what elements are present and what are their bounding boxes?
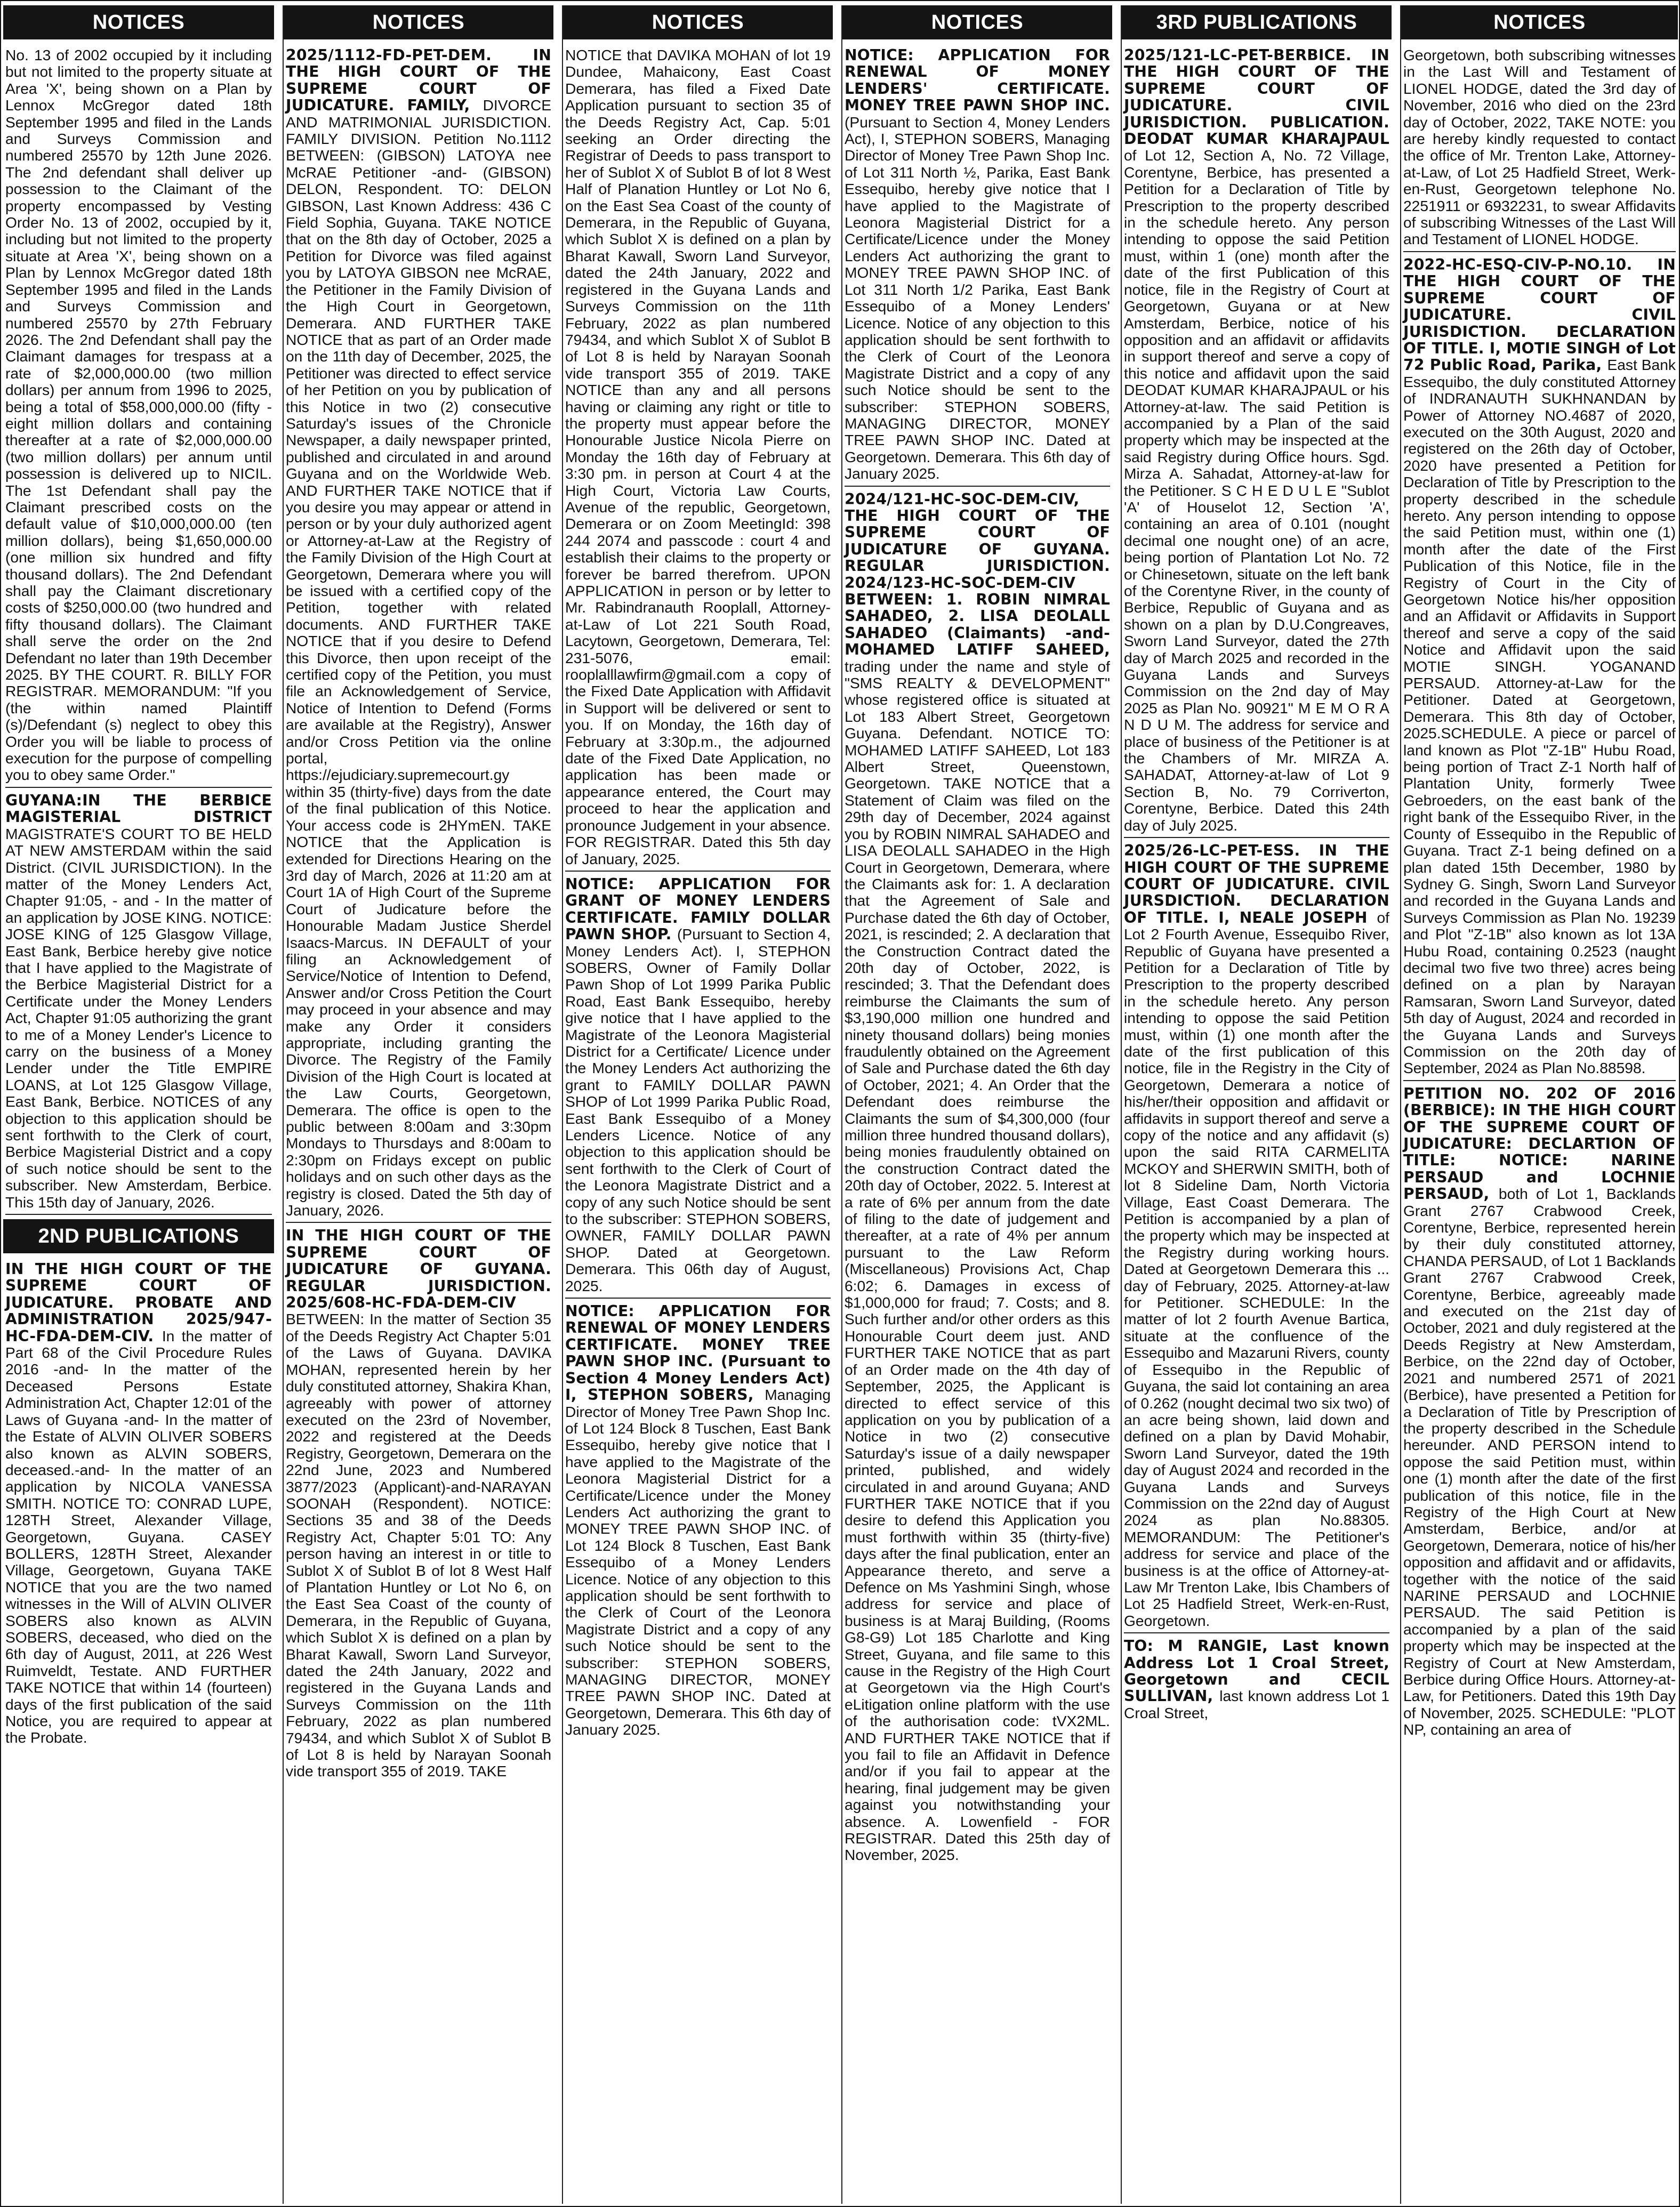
notice (565, 47, 831, 872)
notice-heading: NOTICE: APPLICATION FOR RENEWAL OF MONEY LENDERS' CERTIFICATE. MONEY TREE PAWN SHOP INC. (845, 46, 1110, 115)
notice-body: both of Lot 1, Backlands Grant 2767 Crabwood Creek, Corentyne, Berbice, represented herein by their duly constituted attorney, CHANDA PERSAUD, of Lot 1 Backlands Grant 2767 Crabwood Creek, Corentyne, Berbice, agreeably made and executed on the 21st day of October, 2021 and duly registered at the Deeds Registry at New Amsterdam, Berbice, on the 22nd day of October, 2021 and numbered 2571 of 2021 (Berbice), have presented a Petition for a Declaration of Title by Prescription of the property described in the Schedule hereunder. AND PERSON intend to oppose the said Petition must, within one (1) month after the date of the first publication of this notice, file in the Registry of the High Court at New Amsterdam, Berbice, and/or at Georgetown, Demerara, notice of his/her opposition and affidavit and or affidavits, together with the notice of the said NARINE PERSAUD and LOCHNIE PERSAUD. The said Petition is accompanied by a plan of the said property which may be inspected at the Registry of Court at New Amsterdam, Berbice during Office Hours. Attorney-at-Law, for Petitioners. Dated this 19th Day of November, 2025. SCHEDULE: "PLOT NP, containing an area of (1403, 1185, 1676, 1738)
notice-body: NOTICE that DAVIKA MOHAN of lot 19 Dundee, Mahaicony, East Coast Demerara, has filed a Fixed Date Application pursuant to section 35 of the Deeds Registry Act, Cap. 5:01 seeking an Order directing the Registrar of Deeds to pass transport to her of Sublot X of Sublot B of lot 8 West Half of Planation Huntley or Lot No 6, on the East Sea Coast of the county of Demerara, in the Republic of Guyana, which Sublot X is defined on a plan by Bharat Kawall, Sworn Land Surveyor, dated the 24th January, 2022 and registered in the Guyana Lands and Surveys Commission on the 11th February, 2022 as plan numbered 79434, and which Sublot X of Sublot B of Lot 8 is held by Narayan Soonah vide transport 355 of 2019. TAKE NOTICE than any and all persons having or claiming any right or title to the property must appear before the Honourable Justice Nicola Pierre on Monday the 16th day of February at 3:30 pm. in person at Court 4 at the High Court, Victoria Law Courts, Avenue of the republic, Georgetown, Demerara or on Zoom MeetingId: 398 244 2074 and passcode : court 4 and establish their claims to the property or forever be barred therefrom. UPON APPLICATION in person or by letter to Mr. Rabindranauth Rooplall, Attorney-at-Law of Lot 221 South Road, Lacytown, Georgetown, Demerara, Tel: 231-5076, email: rooplalllawfirm@gmail.com a copy of the Fixed Date Application with Affidavit in Support will be delivered or sent to you. If on Monday, the 16th day of February at 3:30p.m., the adjourned date of the Fixed Date Application, no application has been made or appearance entered, the Court may proceed to hear the application and pronounce Judgement in your absence. FOR REGISTRAR. Dated this 5th day of January, 2025. (565, 46, 831, 867)
notice-body: (Pursuant to Section 4, Money Lenders Act), I, STEPHON SOBERS, Managing Director of Money Tree Pawn Shop Inc. of Lot 311 North ½, Parika, East Bank Essequibo, hereby give notice that I have applied to the Magistrate of Leonora Magisterial District for a Certificate/Licence under the Money Lenders Act authorizing the grant to MONEY TREE PAWN SHOP INC. of Lot 311 North 1/2 Parika, East Bank Essequibo of a Money Lenders' Licence. Notice of any objection to this application should be sent forthwith to the Clerk of Court of the Leonora Magistrate District and a copy of any such Notice should be sent to the subscriber: STEPHON SOBERS, MANAGING DIRECTOR, MONEY TREE PAWN SHOP INC. Dated at Georgetown. Demerara. This 6th day of January 2025. (845, 113, 1110, 482)
section-header: 2ND PUBLICATIONS (3, 1219, 274, 1253)
notice-heading: NOTICE: APPLICATION FOR GRANT OF MONEY LENDERS CERTIFICATE. FAMILY DOLLAR PAWN SHOP. (565, 875, 831, 944)
notice (1124, 47, 1389, 838)
notice-heading: 2024/121-HC-SOC-DEM-CIV, THE HIGH COURT OF THE SUPREME COURT OF JUDICATURE OF GUYANA. REGULAR JURISDICTION. 2024/123-HC-SOC-DEM-CIV BETWEEN: 1. ROBIN NIMRAL SAHADEO, 2. LISA DEOLALL SAHADEO (Claimants) -and- MOHAMED LATIFF SAHEED, (845, 490, 1110, 659)
section-header: NOTICES (3, 5, 274, 39)
notice-heading: 2022-HC-ESQ-CIV-P-NO.10. IN THE HIGH COURT OF THE SUPREME COURT OF JUDICATURE. CIVIL JURISDICTION. DECLARATION OF TITLE. I, MOTIE SINGH of Lot 72 Public Road, Parika, (1403, 255, 1676, 374)
section-header: NOTICES (842, 5, 1112, 39)
notice (1403, 47, 1676, 252)
notice-body: of Lot 12, Section A, No. 72 Village, Corentyne, Berbice, has presented a Petition for a Declaration of Title by Prescription to the property described in the schedule hereto. Any person intending to oppose the said Petition must, within 1 (one) month after the date of the first Publication of this notice, file in the Registry of Court at Georgetown, Guyana or at New Amsterdam, Berbice, notice of his opposition and an affidavit or affidavits in support thereof and serve a copy of this notice and affidavit upon the said DEODAT KUMAR KHARAJPAUL or his Attorney-at-law. The said Petition is accompanied by a Plan of the said property which may be inspected at the said Registry during Office hours. Sgd. Mirza A. Sahadat, Attorney-at-law for the Petitioner. S C H E D U L E "Sublot 'A' of Houselot 12, Section 'A', containing an area of 0.101 (nought decimal one nought one) of an acre, being portion of Plantation Lot No. 72 or Chinesetown, situate on the left bank of the Corentyne River, in the county of Berbice, Republic of Guyana and as shown on a plan by D.U.Congreaves, Sworn Land Surveyor, dated the 27th day of March 2025 and recorded in the Guyana Lands and Surveys Commission on the 2nd day of May 2025 as Plan No. 90921" M E M O R A N D U M. The address for service and place of business of the Petitioner is at the Chambers of Mr. MIRZA A. SAHADAT, Attorney-at-law of Lot 9 Section B, No. 79 Corriverton, Corentyne, Berbice. Dated this 24th day of July 2025. (1124, 147, 1389, 834)
notice (565, 1303, 831, 1742)
notice-body: of Lot 2 Fourth Avenue, Essequibo River, Republic of Guyana have presented a Petition for a Declaration of Title by Prescription to the property described in the schedule hereto. Any person intending to oppose the said Petition must, within (1) one month after the date of the first publication of this notice, file in the Registry in the City of Georgetown, Demerara a notice of his/her/their opposition and affidavit or affidavits in support thereof and serve a copy of the notice and any affidavit (s) upon the said RITA CARMELITA MCKOY and SHERWIN SMITH, both of lot 8 Sideline Dam, North Victoria Village, East Coast Demerara. The Petition is accompanied by a plan of the property which may be inspected at the Registry during working hours. Dated at Georgetown Demerara this ... day of February, 2025. Attorney-at-law for Petitioner. SCHEDULE: In the matter of lot 2 fourth Avenue Bartica, situate at the confluence of the Essequibo and Mazaruni Rivers, county of Essequibo in the Republic of Guyana, the said lot containing an area of 0.262 (nought decimal two six two) of an acre being shown, laid down and defined on a plan by David Mohabir, Sworn Land Surveyor, dated the 19th day of August 2024 and recorded in the Guyana Lands and Surveys Commission on the 22nd day of August 2024 as plan No.88305. MEMORANDUM: The Petitioner's address for service and place of the business is at the office of Attorney-at-Law Mr Trenton Lake, Ibis Chambers of Lot 25 Hadfield Street, Werk-en-Rust, Georgetown. (1124, 908, 1389, 1629)
column-3 (562, 5, 833, 2204)
section-header: NOTICES (563, 5, 833, 39)
notice-heading: IN THE HIGH COURT OF THE SUPREME COURT OF JUDICATURE. PROBATE AND ADMINISTRATION 2025/947-HC-FDA-DEM-CIV. (5, 1260, 272, 1345)
column-5 (1121, 5, 1392, 2204)
notice-body: MAGISTRATE'S COURT TO BE HELD AT NEW AMSTERDAM within the said District. (CIVIL JURISDICTION). In the matter of the Money Lenders Act, Chapter 91:05, - and - In the matter of an application by JOSE KING. NOTICE: JOSE KING of 125 Glasgow Village, East Bank, Berbice hereby give notice that I have applied to the Magistrate of the Berbice Magisterial District for a Certificate under the Money Lenders Act, Chapter 91:05 authorizing the grant to me of a Money Lender's Licence to carry on the business of a Money Lender under the Title EMPIRE LOANS, at Lot 125 Glasgow Village, East Bank, Berbice. NOTICES of any objection to this application should be sent forthwith to the Clerk of court, Berbice Magisterial District and a copy of such notice should be sent to the subscriber. New Amsterdam, Berbice. This 15th day of January, 2026. (5, 825, 272, 1211)
notice (5, 1261, 272, 1750)
section-header: NOTICES (284, 5, 553, 39)
notice (1124, 842, 1389, 1633)
notice-body: DIVORCE AND MATRIMONIAL JURISDICTION. FAMILY DIVISION. Petition No.1112 BETWEEN: (GIBSON) LATOYA nee McRAE Petitioner -and- (GIBSON) DELON, Respondent. TO: DELON GIBSON, Last Known Address: 436 C Field Sophia, Guyana. TAKE NOTICE that on the 8th day of October, 2025 a Petition for Divorce was filed against you by LATOYA GIBSON nee McRAE, the Petitioner in the Family Division of the High Court in Georgetown, Demerara. AND FURTHER TAKE NOTICE that as part of an Order made on the 11th day of December, 2025, the Petitioner was directed to effect service of her Petition on you by publication of this Notice in two (2) consecutive Saturday's issues of the Chronicle Newspaper, a daily newspaper printed, published and circulated in and around Guyana and on the Worldwide Web. AND FURTHER TAKE NOTICE that if you desire you may appear or attend in person or by your duly authorized agent or Attorney-at-Law at the Registry of the Family Division of the High Court at Georgetown, Demerara where you will be issued with a certified copy of the Petition, together with related documents. AND FURTHER TAKE NOTICE that if you desire to Defend this Divorce, then upon receipt of the certified copy of the Petition, you must file an Acknowledgement of Service, Notice of Intention to Defend (Forms are available at the Registry), Answer and/or Cross Petition via the online portal, https://ejudiciary.supremecourt.gy within 35 (thirty-five) days from the date of the final publication of this Notice. Your access code is 2HYmEN. TAKE NOTICE that the Application is extended for Directions Hearing on the 3rd day of March, 2026 at 11:20 am at Court 1A of High Court of the Supreme Court of Judicature before the Honourable Madam Justice Sherdel Isaacs-Marcus. IN DEFAULT of your filing an Acknowledgement of Service/Notice of Intention to Defend, Answer and/or Cross Petition the Court may proceed in your absence and may make any Order it considers appropriate, including granting the Divorce. The Registry of the Family Division of the High Court is located at the Law Courts, Georgetown, Demerara. The office is open to the public between 8:00am and 3:30pm Mondays to Thursdays and 8:00am to 2:30pm on Fridays except on public holidays and on such other days as the registry is closed. Dated the 5th day of January, 2026. (286, 96, 551, 1219)
notice-heading: 2025/1112-FD-PET-DEM. IN THE HIGH COURT OF THE SUPREME COURT OF JUDICATURE. FAMILY, (286, 46, 551, 115)
notice-body: (Pursuant to Section 4, Money Lenders Act). I, STEPHON SOBERS, Owner of Family Dollar Pawn Shop of Lot 1999 Parika Public Road, East Bank Essequibo, hereby give notice that I have applied to the Magistrate of the Leonora Magisterial District for a Certificate/ Licence under the Money Lenders Act authorizing the grant to FAMILY DOLLAR PAWN SHOP of Lot 1999 Parika Public Road, East Bank Essequibo of a Money Lenders Licence. Notice of any objection to this application should be sent forthwith to the Clerk of Court of the Leonora Magistrate District and a copy of any such Notice should be sent to the subscriber: STEPHON SOBERS, OWNER, FAMILY DOLLAR PAWN SHOP. Dated at Georgetown. Demerara. This 06th day of August, 2025. (565, 925, 831, 1294)
notice-heading: GUYANA:IN THE BERBICE MAGISTERIAL DISTRICT (5, 791, 272, 826)
section-header: 3RD PUBLICATIONS (1122, 5, 1392, 39)
section-header: NOTICES (1401, 5, 1678, 39)
notice (286, 1227, 551, 1783)
notice-body: In the matter of Part 68 of the Civil Procedure Rules 2016 -and- In the matter of the Deceased Persons Estate Administration Act, Chapter 12:01 of the Laws of Guyana -and- In the matter of the Estate of ALVIN OLIVER SOBERS also known as ALVIN SOBERS, deceased.-and- In the matter of an application by NICOLA VANESSA SMITH. NOTICE TO: CONRAD LUPE, 128TH Street, Alexander Village, Georgetown, Guyana. CASEY BOLLERS, 128TH Street, Alexander Village, Georgetown, Guyana TAKE NOTICE that you are the two named witnesses in the Will of ALVIN OLIVER SOBERS also known as ALVIN SOBERS, deceased, who died on the 6th day of August, 2011, at 226 West Ruimveldt, Testate. AND FURTHER TAKE NOTICE that within 14 (fourteen) days of the first publication of the said Notice, you are required to appear at the Probate. (5, 1327, 272, 1746)
column-4 (841, 5, 1112, 2204)
notice-body: trading under the name and style of "SMS REALTY & DEVELOPMENT" whose registered office is situated at Lot 183 Albert Street, Georgetown Guyana. Defendant. NOTICE TO: MOHAMED LATIFF SAHEED, Lot 183 Albert Street, Queenstown, Georgetown. TAKE NOTICE that a Statement of Claim was filed on the 29th day of December, 2024 against you by ROBIN NIMRAL SAHADEO and LISA DEOLALL SAHADEO in the High Court in Georgetown, Demerara, where the Claimants ask for: 1. A declaration that the Agreement of Sale and Purchase dated the 6th day of October, 2021, is rescinded; 2. A declaration that the Construction Contract dated the 20th day of October, 2022, is rescinded; 3. That the Defendant does reimburse the Claimants the sum of $3,190,000 million one hundred and ninety thousand dollars) being monies fraudulently obtained on the Agreement of Sale and Purchase dated the 6th day of October, 2021; 4. An Order that the Defendant does reimburse the Claimants the sum of $4,300,000 (four million three hundred thousand dollars), being monies fraudulently obtained on the construction Contract dated the 20th day of October, 2022. 5. Interest at a rate of 6% per annum from the date of filing to the date of judgement and thereafter, at a rate of 4% per annum pursuant to the Law Reform (Miscellaneous) Provisions Act, Chap 6:02; 6. Damages in excess of $1,000,000 for fraud; 7. Costs; and 8. Such further and/or other orders as this Honourable Court deem just. AND FURTHER TAKE NOTICE that as part of an Order made on the 4th day of September, 2025, the Applicant is directed to effect service of this application on you by publication of a Notice in two (2) consecutive Saturday's issue of a daily newspaper printed, published, and widely circulated in and around Guyana; AND FURTHER TAKE NOTICE that if you desire to defend this Application you must forthwith within 35 (thirty-five) days after the final publication, enter an Appearance thereto, and serve a Defence on Ms Yashmini Singh, whose address for service and place of business is at Maraj Building, (Rooms G8-G9) Lot 185 Charlotte and King Street, Guyana, and file same to this cause in the Registry of the High Court at Georgetown via the High Court's eLitigation online platform with the use of the authorisation code: tVX2ML. AND FURTHER TAKE NOTICE that if you fail to file an Affidavit in Defence and/or if you fail to appear at the hearing, final judgement may be given against you notwithstanding your absence. A. Lowenfield - FOR REGISTRAR. Dated this 25th day of November, 2025. (845, 657, 1110, 1864)
column-6 (1400, 5, 1678, 2204)
notice (5, 47, 272, 788)
notice (845, 47, 1110, 487)
column-1 (3, 5, 274, 2204)
notice-body: Managing Director of Money Tree Pawn Shop Inc. of Lot 124 Block 8 Tuschen, East Bank Essequibo, hereby give notice that I have applied to the Magistrate of the Leonora Magisterial District for a Certificate/Licence under the Money Lenders Act authorizing the grant to MONEY TREE PAWN SHOP INC. of Lot 124 Block 8 Tuschen, East Bank Essequibo of a Money Lenders Licence. Notice of any objection to this application should be sent forthwith to the Clerk of Court of the Leonora Magistrate District and a copy of any such Notice should be sent to the subscriber: STEPHON SOBERS, MANAGING DIRECTOR, MONEY TREE PAWN SHOP INC. Dated at Georgetown, Demerara. This 6th day of January 2025. (565, 1386, 831, 1738)
notice-body: last known address Lot 1 Croal Street, (1124, 1687, 1389, 1721)
notice-heading: IN THE HIGH COURT OF THE SUPREME COURT OF JUDICATURE OF GUYANA. REGULAR JURISDICTION. 2025/608-HC-FDA-DEM-CIV (286, 1227, 551, 1312)
notice (286, 47, 551, 1223)
notice (1403, 1085, 1676, 1742)
notice (1403, 256, 1676, 1081)
notice-heading: 2025/121-LC-PET-BERBICE. IN THE HIGH COURT OF THE SUPREME COURT OF JUDICATURE. CIVIL JURISDICTION. PUBLICATION. DEODAT KUMAR KHARAJPAUL (1124, 46, 1389, 148)
notice-heading: NOTICE: APPLICATION FOR RENEWAL OF MONEY LENDERS CERTIFICATE. MONEY TREE PAWN SHOP INC. (Pursuant to Section 4 Money Lenders Act) I, STEPHON SOBERS, (565, 1302, 831, 1404)
notice-heading: TO: M RANGIE, Last known Address Lot 1 Croal Street, Georgetown and CECIL SULLIVAN, (1124, 1637, 1389, 1705)
notice-body: BETWEEN: In the matter of Section 35 of the Deeds Registry Act Chapter 5:01 of the Laws of Guyana. DAVIKA MOHAN, represented herein by her duly constituted attorney, Shakira Khan, agreeably with power of attorney executed on the 23rd of November, 2022 and registered at the Deeds Registry, Georgetown, Demerara on the 22nd June, 2023 and Numbered 3877/2023 (Applicant)-and-NARAYAN SOONAH (Respondent). NOTICE: Sections 35 and 38 of the Deeds Registry Act, Chapter 5:01 TO: Any person having an interest in or title to Sublot X of Sublot B of lot 8 West Half of Plantation Huntley or Lot No 6, on the East Sea Coast of the county of Demerara, in the Republic of Guyana, which Sublot X is defined on a plan by Bharat Kawall, Sworn Land Surveyor, dated the 24th January, 2022 and registered in the Guyana Lands and Surveys Commission on the 11th February, 2022 as plan numbered 79434, and which Sublot X of Sublot B of Lot 8 is held by Narayan Soonah vide transport 355 of 2019. TAKE (286, 1310, 551, 1780)
notice (565, 876, 831, 1299)
notice-body: No. 13 of 2002 occupied by it including but not limited to the property situate at Area 'X', being shown on a Plan by Lennox McGregor dated 18th September 1995 and filed in the Lands and Surveys Commission and numbered 25570 by 12th June 2026. The 2nd defendant shall deliver up possession to the Claimant of the property encompassed by Vesting Order No. 13 of 2002, occupied by it, including but not limited to the property situate at Area 'X', being shown on a Plan by Lennox McGregor dated 18th September 1995 and filed in the Lands and Surveys Commission and numbered 25570 by 27th February 2026. The 2nd Defendant shall pay the Claimant damages for trespass at a rate of $2,000,000.00 (two million dollars) per annum from 1996 to 2025, being a total of $58,000,000.00 (fifty -eight million dollars and containing thereafter at a rate of $2,000,000.00 (two million dollars) per annum until possession is delivered up to NICIL. The 1st Defendant shall pay the Claimant prescribed costs on the default value of $10,000,000.00 (ten million dollars), being $1,650,000.00 (one million six hundred and fifty thousand dollars). The 2nd Defendant shall pay the Claimant discretionary costs of $250,000.00 (two hundred and fifty thousand dollars). The Claimant shall serve the order on the 2nd Defendant no later than 19th December 2025. BY THE COURT. R. BILLY FOR REGISTRAR. MEMORANDUM: "If you (the within named Plaintiff (s)/Defendant (s) neglect to obey this Order you will be liable to process of execution for the purpose of compelling you to obey same Order." (5, 46, 272, 784)
notice-heading: 2025/26-LC-PET-ESS. IN THE HIGH COURT OF THE SUPREME COURT OF JUDICATURE. CIVIL JURSDICTION. DECLARATION OF TITLE. I, NEALE JOSEPH (1124, 842, 1389, 927)
notice (845, 491, 1110, 1867)
notice-body: East Bank Essequibo, the duly constituted Attorney of INDRANAUTH SUKHNANDAN by Power of Attorney NO.4687 of 2020, executed on the 30th August, 2020 and registered on the 26th day of October, 2020 have presented a Petition for Declaration of Title by Prescription to the property described in the schedule hereto. Any person intending to oppose the said Petition must, within one (1) month after the date of the First Publication of this Notice, file in the Registry of Court in the City of Georgetown Notice his/her opposition and an Affidavit or Affidavits in Support thereof and serve a copy of the said Notice and Affidavit upon the said MOTIE SINGH. YOGANAND PERSAUD. Attorney-at-Law for the Petitioner. Dated at Georgetown, Demerara. This 8th day of October, 2025.SCHEDULE. A piece or parcel of land known as Plot "Z-1B" Hubu Road, being portion of Tract Z-1 North half of Plantation Unity, formerly Twee Gebroeders, on the east bank of the right bank of the Essequibo River, in the County of Essequibo in the Republic of Guyana. Tract Z-1 being defined on a plan dated 15th December, 1980 by Sydney G. Singh, Sworn Land Surveyor and recorded in the Guyana Lands and Surveys Commission as Plan No. 19239 and Plot "Z-1B" also known as lot 13A Hubu Road, containing 0.2523 (naught decimal two five two three) acres being defined on a plan by Narayan Ramsaran, Sworn Land Surveyor, dated 5th day of August, 2024 and recorded in the Guyana Lands and Surveys Commission on the 20th day of September, 2024 as Plan No.88598. (1403, 356, 1676, 1077)
notice (5, 792, 272, 1215)
notice-body: Georgetown, both subscribing witnesses in the Last Will and Testament of LIONEL HODGE, dated the 3rd day of November, 2016 who died on the 23rd day of October, 2022, TAKE NOTE: you are hereby kindly requested to contact the office of Mr. Trenton Lake, Attorney-at-Law, of Lot 25 Hadfield Street, Werk-en-Rust, Georgetown telephone No. 2251911 or 6932231, to swear Affidavits of subscribing Witnesses of the Last Will and Testament of LIONEL HODGE. (1403, 46, 1676, 248)
notice (1124, 1638, 1389, 1725)
notice-heading: PETITION NO. 202 OF 2016 (BERBICE): IN THE HIGH COURT OF THE SUPREME COURT OF JUDICATURE: DECLARTION OF TITLE: NOTICE: NARINE PERSAUD and LOCHNIE PERSAUD, (1403, 1084, 1676, 1203)
column-2 (283, 5, 553, 2204)
